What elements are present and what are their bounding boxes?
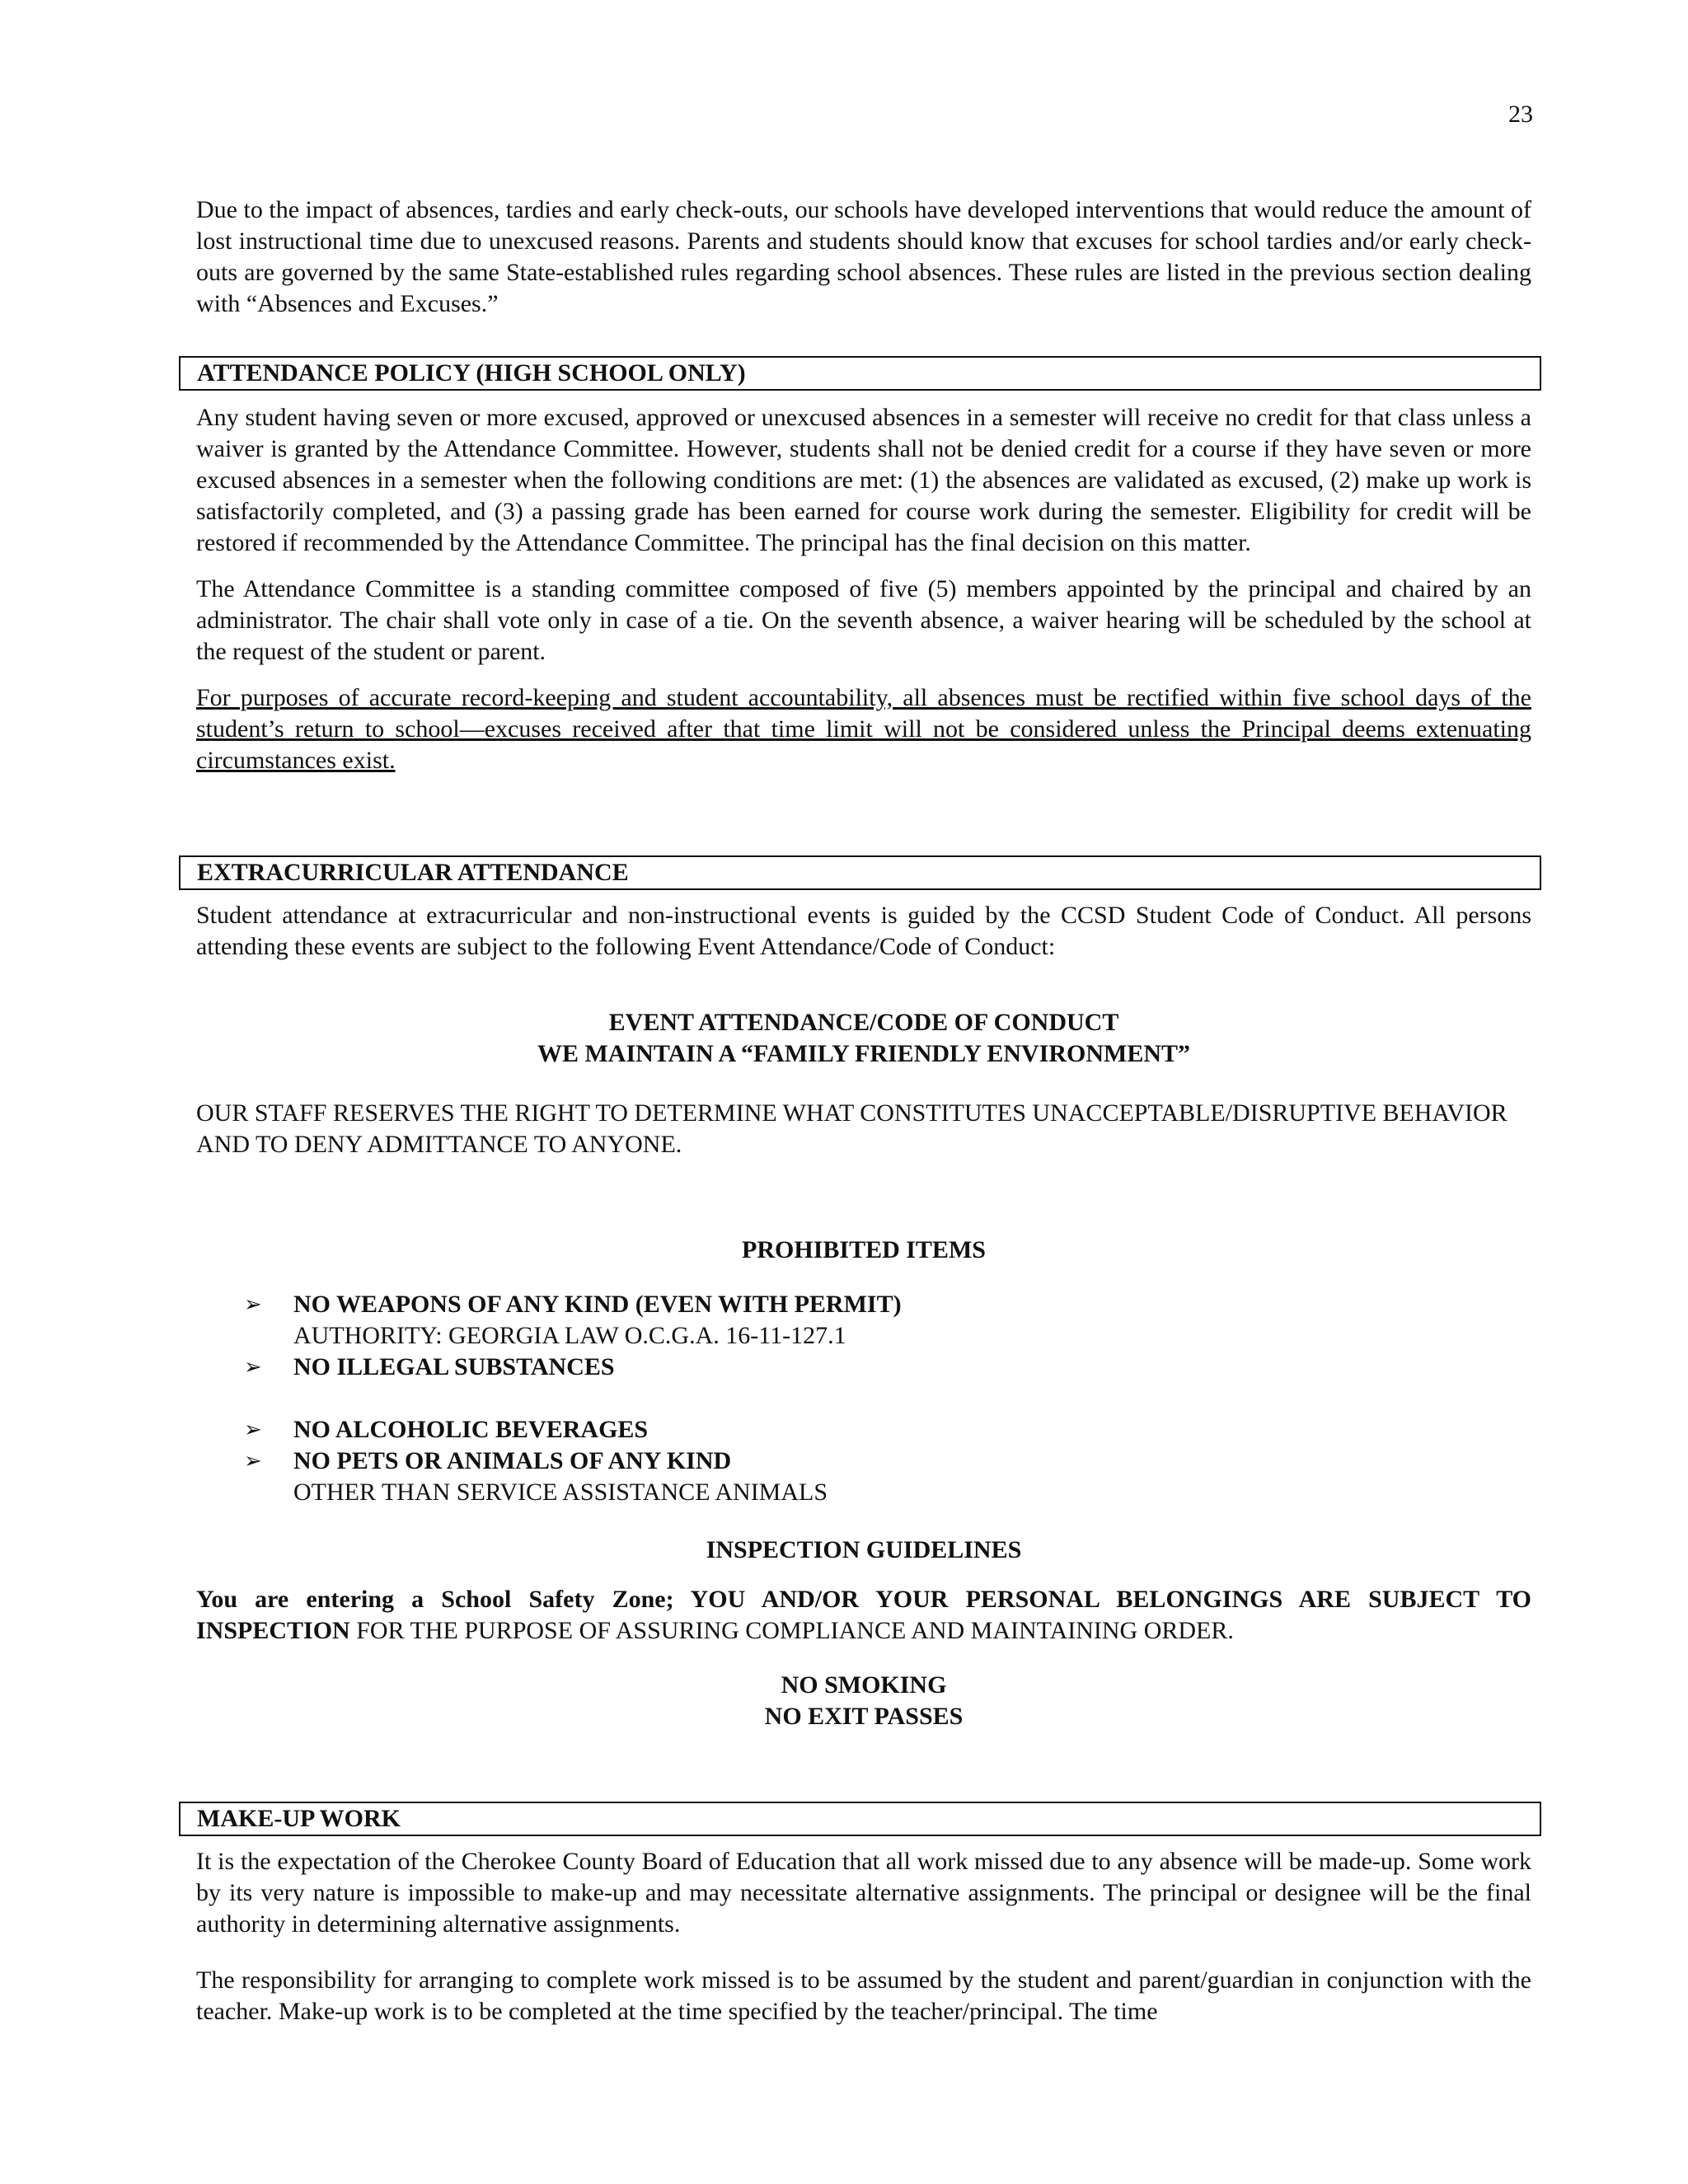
makeup-work-body — [196, 1846, 1531, 2027]
no-exit-passes-text: NO EXIT PASSES — [764, 1703, 964, 1730]
document-page: 23 Due to the impact of absences, tardies and early check-outs, our schools have developed interventions that would reduce the amount of lost instructional time due to unexcused reasons. Parents and students should know that excuses for school tardies and/or early check-outs are governed by the same State-established rules regarding school absences. These rules are listed in the previous section dealing with “Absences and Excuses.” ATTENDANCE POLICY (HIGH SCHOOL ONLY) Any student having seven or more excused, approved or unexcused absences in a semester will receive no credit for that class unless a waiver is granted by the Attendance Committee. However, students shall not be denied credit for a course if they have seven or more excused absences in a semester when the following conditions are met: (1) the absences are validated as excused, (2) make up work is satisfactorily completed, and (3) a passing grade has been earned for course work during the semester. Eligibility for credit will be restored if recommended by the Attendance Committee. The principal has the final decision on this matter. The Attendance Committee is a standing committee composed of five (5) members appointed by the principal and chaired by an administrator. The chair shall vote only in case of a tie. On the seventh absence, a waiver hearing will be scheduled by the school at the request of the student or parent. For purposes of accurate record-keeping and student accountability, all absences must be rectified within five school days of the student’s return to school—excuses received after that time limit will not be considered unless the Principal deems extenuating circumstances exist. EXTRACURRICULAR ATTENDANCE Student attendance at extracurricular and non-instructional events is guided by the CCSD Student Code of Conduct. All persons attending these events are subject to the following Event Attendance/Code of Conduct: EVENT ATTENDANCE/CODE OF CONDUCT WE MAINTAIN A “FAMILY FRIENDLY ENVIRONMENT” OUR STAFF RESERVES THE RIGHT TO DETERMINE WHAT CONSTITUTES UNACCEPTABLE/DISRUPTIVE BEHAVIOR AND TO DENY ADMITTANCE TO ANYONE. PROHIBITED ITEMS ➢ NO WEAPONS OF ANY KIND (EVEN WITH PERMIT) AUTHORITY: GEORGIA LAW O.C.G.A. 16-11-127.1 ➢ NO ILLEGAL SUBSTANCES ➢ NO ALCOHOLIC BEVERAGES ➢ NO PETS OR ANIMALS OF ANY KIND OTHER THAN SERVICE ASSISTANCE ANIMALS INSPECTION GUIDELINES You are entering a School Safety Zone; YOU AND/OR YOUR PERSONAL BELONGINGS ARE SUBJECT TO INSPECTION FOR THE PURPOSE OF ASSURING COMPLIANCE AND MAINTAINING ORDER. NO SMOKING NO EXIT PASSES MAKE-UP WORK It is the expectation of the Cherokee County Board of Education that all work missed due to any absence will be made-up. Some work by its very nature is impossible to make-up and may necessitate alternative assignments. The principal or designee will be the final authority in determining alternative assignments. The responsibility for arranging to complete work missed is to be assumed by the student and parent/guardian in conjunction with the teacher. Make-up work is to be completed at the time specified by the teacher/principal. The time — [0, 0, 1688, 2184]
arrowhead-bullet-icon: ➢ — [244, 1418, 262, 1442]
attendance-policy-paragraph-3: For purposes of accurate record-keeping and student accountability, all absences must be rectified within five school days of the student’s return to school—excuses received after that time limit will not be considered unless the Principal deems extenuating circumstances exist. — [196, 684, 1531, 774]
arrowhead-bullet-icon: ➢ — [244, 1355, 262, 1380]
inspection-bold-text: You are entering a School Safety Zone; YOU AND/OR YOUR PERSONAL BELONGINGS ARE SUBJECT TO INSPECTION — [196, 1586, 1531, 1644]
extracurricular-paragraph: Student attendance at extracurricular and non-instructional events is guided by the CCSD Student Code of Conduct. All persons attending these events are subject to the following Event Attendance/Code of Conduct: — [196, 902, 1531, 960]
attendance-policy-paragraph-2: The Attendance Committee is a standing committee composed of five (5) members appointed by the principal and chaired by an administrator. The chair shall vote only in case of a tie. On the seventh absence, a waiver hearing will be scheduled by the school at the request of the student or parent. — [196, 575, 1531, 665]
makeup-paragraph-2: The responsibility for arranging to complete work missed is to be assumed by the student and parent/guardian in conjunction with the teacher. Make-up work is to be completed at the time specified by the teacher/principal. The time — [196, 1966, 1531, 2025]
page-number: 23 — [1508, 101, 1533, 128]
prohibited-items-title: PROHIBITED ITEMS — [742, 1236, 986, 1263]
attendance-policy-paragraph-1: Any student having seven or more excused, approved or unexcused absences in a semester will receive no credit for that class unless a waiver is granted by the Attendance Committee. However, students shall not be denied credit for a course if they have seven or more excused absences in a semester when the following conditions are met: (1) the absences are validated as excused, (2) make up work is satisfactorily completed, and (3) a passing grade has been earned for course work during the semester. Eligibility for credit will be restored if recommended by the Attendance Committee. The principal has the final decision on this matter. — [196, 404, 1531, 556]
inspection-text — [196, 1584, 1531, 1647]
no-smoking-text: NO SMOKING — [781, 1671, 947, 1699]
attendance-policy-body — [196, 402, 1531, 776]
intro-paragraph: Due to the impact of absences, tardies and early check-outs, our schools have developed interventions that would reduce the amount of lost instructional time due to unexcused reasons. Parents and students should know that excuses for school tardies and/or early check-outs are governed by the same State-established rules regarding school absences. These rules are listed in the previous section dealing with “Absences and Excuses.” — [196, 196, 1531, 317]
staff-notice: OUR STAFF RESERVES THE RIGHT TO DETERMINE WHAT CONSTITUTES UNACCEPTABLE/DISRUPTIVE BEHAVIOR AND TO DENY ADMITTANCE TO ANYONE. — [196, 1099, 1507, 1158]
arrowhead-bullet-icon: ➢ — [244, 1449, 262, 1474]
makeup-work-heading: MAKE-UP WORK — [179, 1802, 1541, 1836]
attendance-policy-heading: ATTENDANCE POLICY (HIGH SCHOOL ONLY) — [179, 356, 1541, 391]
list-item-note: AUTHORITY: GEORGIA LAW O.C.G.A. 16-11-127.1 — [293, 1322, 846, 1349]
makeup-paragraph-1: It is the expectation of the Cherokee County Board of Education that all work missed due to any absence will be made-up. Some work by its very nature is impossible to make-up and may necessitate alternative assignments. The principal or designee will be the final authority in determining alternative assignments. — [196, 1848, 1531, 1938]
event-title-line-1: EVENT ATTENDANCE/CODE OF CONDUCT — [608, 1009, 1119, 1036]
extracurricular-heading: EXTRACURRICULAR ATTENDANCE — [179, 855, 1541, 890]
list-item-note: OTHER THAN SERVICE ASSISTANCE ANIMALS — [293, 1479, 828, 1506]
inspection-guidelines-title: INSPECTION GUIDELINES — [706, 1536, 1022, 1563]
event-title-line-2: WE MAINTAIN A “FAMILY FRIENDLY ENVIRONMENT” — [537, 1040, 1191, 1067]
inspection-rest-text: FOR THE PURPOSE OF ASSURING COMPLIANCE AND MAINTAINING ORDER. — [349, 1617, 1234, 1644]
arrowhead-bullet-icon: ➢ — [244, 1292, 262, 1317]
